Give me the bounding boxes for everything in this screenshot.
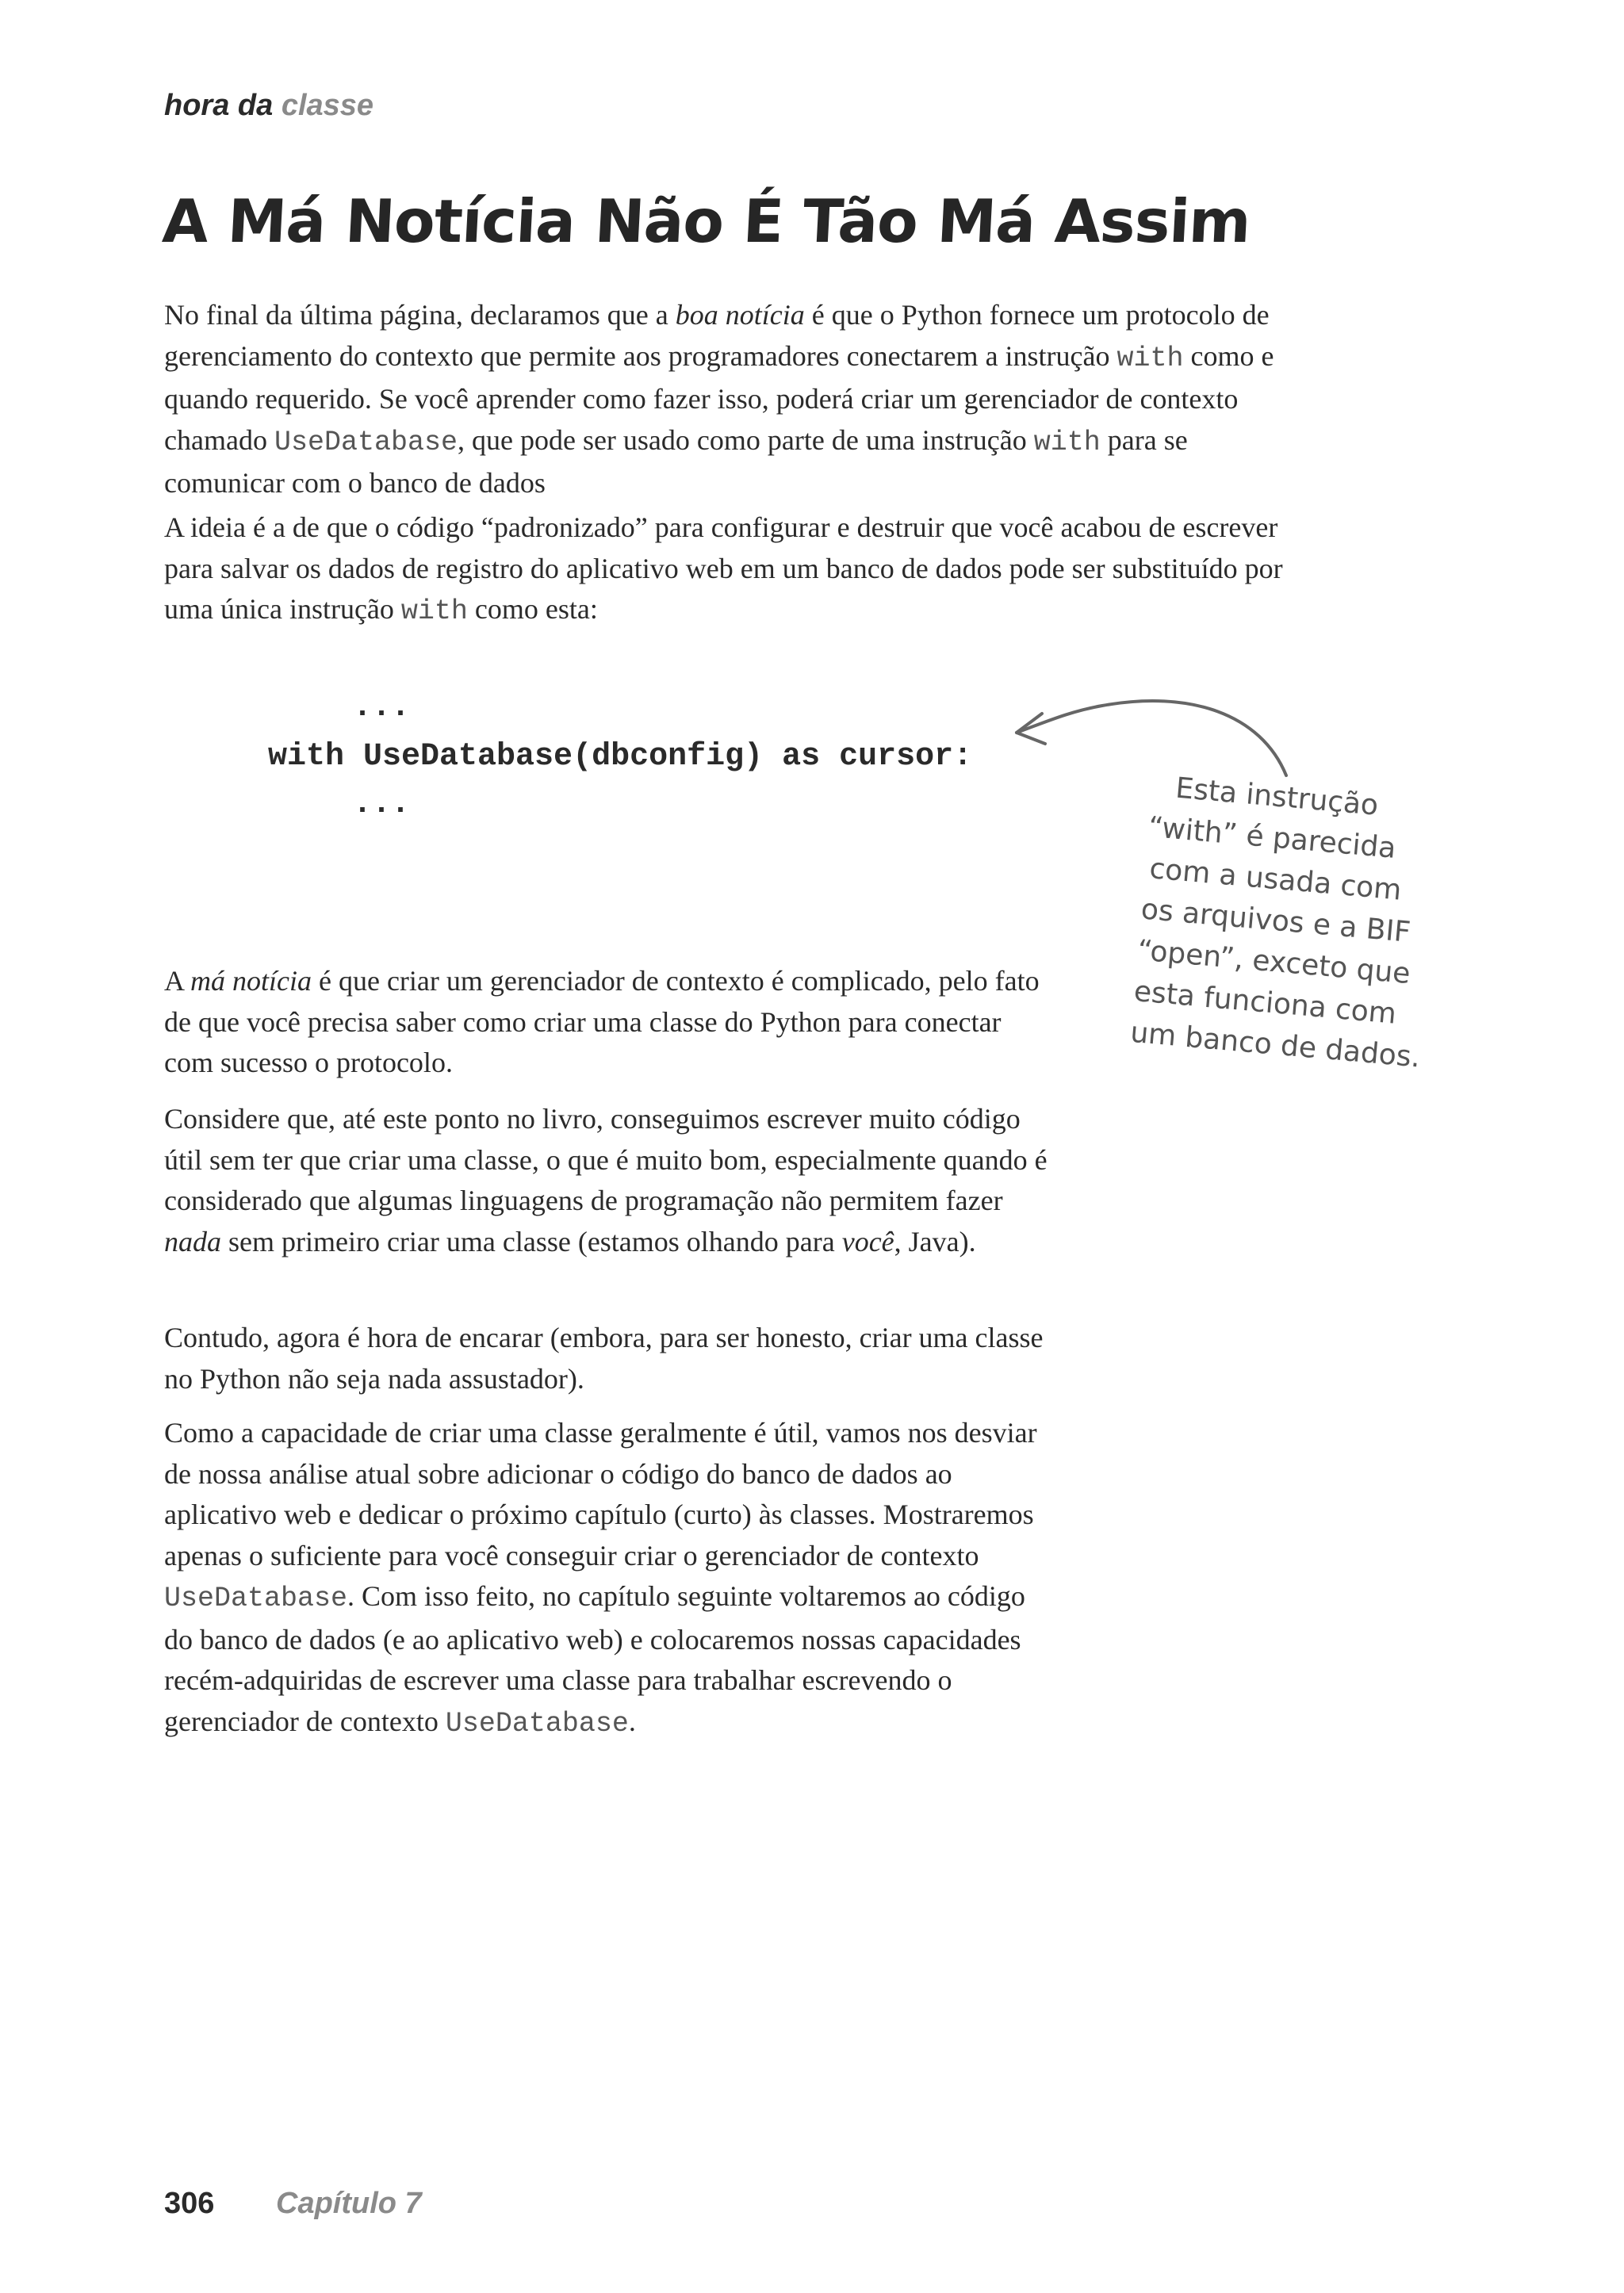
page-number: 306: [164, 2187, 215, 2220]
annotation-line: “open”, exceto que: [1136, 934, 1412, 991]
handwritten-annotation: [1128, 766, 1517, 1085]
annotation-line: com a usada com: [1147, 852, 1403, 907]
code-ellipsis-bottom: ...: [353, 787, 411, 822]
code-with-statement: with UseDatabase(dbconfig) as cursor:: [268, 739, 973, 775]
annotation-line: “with” é parecida: [1147, 810, 1398, 865]
header-part1: hora da: [164, 89, 274, 122]
inline-code: with: [1116, 342, 1184, 374]
header-part2: classe: [281, 89, 374, 122]
annotation-line: esta funciona com: [1132, 974, 1398, 1031]
inline-code: UseDatabase: [445, 1707, 629, 1740]
page-title: A Má Notícia Não É Tão Má Assim: [160, 186, 1252, 256]
paragraph-plan: Como a capacidade de criar uma classe geralmente é útil, vamos nos desviar de nossa análise atual sobre adicionar o código do banco de dados ao aplicativo web e dedicar o próximo capítulo (curto) às classes. Mostraremos apenas o suficiente para você conseguir criar o gerenciador de contexto UseDatabase. Com isso feito, no capítulo seguinte voltaremos ao código do banco de dados (e ao aplicativo web) e colocaremos nossas capacidades recém-adquiridas de escrever uma classe para trabalhar escrevendo o gerenciador de contexto UseDatabase.: [164, 1417, 1037, 1740]
inline-code: with: [400, 595, 468, 627]
paragraph-idea: A ideia é a de que o código “padronizado” para configurar e destruir que você acabou de escrever para salvar os dados de registro do aplicativo web em um banco de dados pode ser substituído por uma única instrução with como esta:: [164, 511, 1283, 627]
paragraph-consider: Considere que, até este ponto no livro, conseguimos escrever muito código útil sem ter que criar uma classe, o que é muito bom, especialmente quando é considerado que algumas linguagens de programação não permitem fazer nada sem primeiro criar uma classe (estamos olhando para você, Java).: [164, 1103, 1048, 1258]
annotation-line: um banco de dados.: [1128, 1016, 1422, 1074]
chapter-label: Capítulo 7: [276, 2187, 422, 2220]
annotation-line: Esta instrução: [1174, 771, 1380, 822]
paragraph-intro: No final da última página, declaramos que a boa notícia é que o Python fornece um protocolo de gerenciamento do contexto que permite aos programadores conectarem a instrução with como e quando requerido. Se você aprender como fazer isso, poderá criar um gerenciador de contexto chamado UseDatabase, que pode ser usado como parte de uma instrução with para se comunicar com o banco de dados: [164, 299, 1274, 499]
inline-code: UseDatabase: [164, 1583, 348, 1614]
annotation-line: os arquivos e a BIF: [1139, 893, 1412, 949]
paragraph-bad-news: A má notícia é que criar um gerenciador de contexto é complicado, pelo fato de que você precisa saber como criar uma classe do Python para conectar com sucesso o protocolo.: [164, 965, 1040, 1078]
inline-code: with: [1033, 426, 1101, 458]
running-header: [164, 89, 373, 123]
inline-code: UseDatabase: [274, 426, 458, 458]
paragraph-however: Contudo, agora é hora de encarar (embora, para ser honesto, criar uma classe no Python não seja nada assustador).: [164, 1322, 1044, 1395]
code-ellipsis-top: ...: [353, 690, 411, 725]
